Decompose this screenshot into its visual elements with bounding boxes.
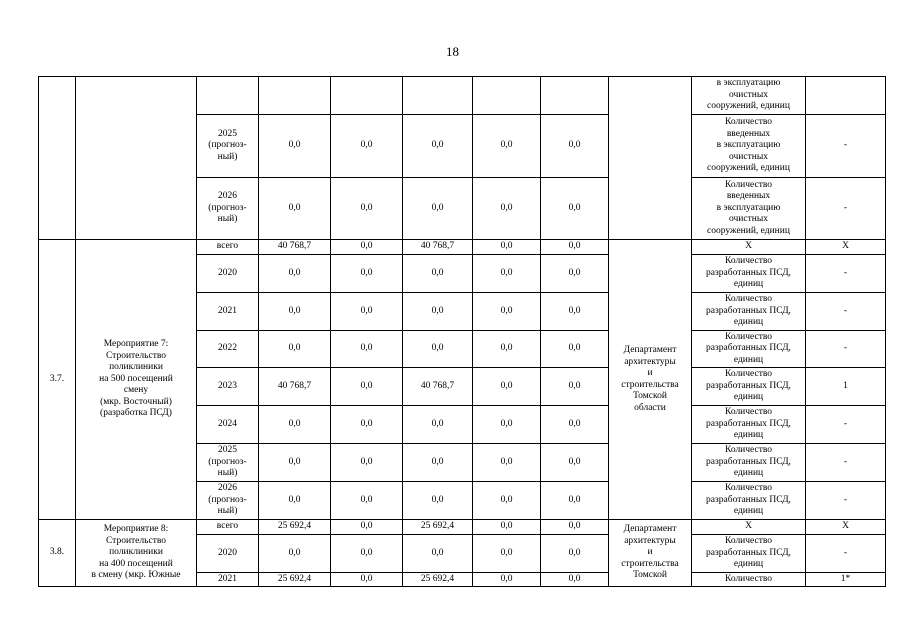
indicator-value-cell: - [806,535,886,573]
funding-cell: 0,0 [473,535,541,573]
indicator-cell: Количество введенных в эксплуатацию очистных сооружений, единиц [692,115,806,178]
funding-cell: 0,0 [473,406,541,444]
indicator-cell: Х [692,520,806,535]
funding-cell: 0,0 [473,293,541,331]
year-cell: 2023 [197,368,259,406]
funding-cell: 0,0 [541,482,609,520]
funding-cell: 0,0 [403,115,473,178]
total-cell: 0,0 [259,331,331,368]
year-cell: 2022 [197,331,259,368]
total-cell: 0,0 [259,293,331,331]
year-cell: 2024 [197,406,259,444]
indicator-cell: Х [692,240,806,255]
funding-cell: 0,0 [473,331,541,368]
indicator-cell: в эксплуатацию очистных сооружений, единиц [692,77,806,115]
funding-cell: 0,0 [473,573,541,587]
funding-cell: 0,0 [541,406,609,444]
executor-cell: Департамент архитектуры и строительства Томской области [609,240,692,520]
funding-cell: 0,0 [541,368,609,406]
total-cell: 0,0 [259,115,331,178]
funding-cell: 0,0 [541,178,609,240]
funding-cell: 0,0 [331,573,403,587]
funding-cell: 25 692,4 [403,520,473,535]
indicator-cell: Количество разработанных ПСД, единиц [692,368,806,406]
funding-cell: 0,0 [331,444,403,482]
indicator-value-cell: - [806,331,886,368]
funding-cell: 0,0 [403,406,473,444]
total-cell: 25 692,4 [259,520,331,535]
funding-cell: 0,0 [331,240,403,255]
indicator-value-cell: - [806,293,886,331]
indicator-value-cell: - [806,444,886,482]
year-cell: 2020 [197,535,259,573]
item-number-cell: 3.7. [39,240,76,520]
funding-cell: 0,0 [473,115,541,178]
funding-cell: 0,0 [331,115,403,178]
item-name-cell: Мероприятие 8: Строительство поликлиники на 400 посещений в смену (мкр. Южные [76,520,197,587]
indicator-cell: Количество разработанных ПСД, единиц [692,293,806,331]
total-cell: 40 768,7 [259,368,331,406]
funding-cell: 40 768,7 [403,240,473,255]
funding-cell: 0,0 [541,331,609,368]
funding-cell: 0,0 [473,520,541,535]
year-cell: всего [197,520,259,535]
year-cell: 2026 (прогноз- ный) [197,482,259,520]
indicator-cell: Количество [692,573,806,587]
item-number-cell [39,77,76,240]
table-row [39,520,886,535]
indicator-cell: Количество разработанных ПСД, единиц [692,331,806,368]
funding-cell: 0,0 [473,240,541,255]
funding-cell: 0,0 [473,178,541,240]
funding-cell: 0,0 [331,178,403,240]
item-name-cell: Мероприятие 7: Строительство поликлиники на 500 посещений смену (мкр. Восточный) (разработка ПСД) [76,240,197,520]
total-cell: 0,0 [259,406,331,444]
indicator-value-cell: 1 [806,368,886,406]
year-cell: всего [197,240,259,255]
total-cell: 0,0 [259,482,331,520]
funding-cell: 0,0 [403,482,473,520]
table-row [39,77,886,115]
funding-cell: 40 768,7 [403,368,473,406]
item-number-cell: 3.8. [39,520,76,587]
funding-cell: 0,0 [541,255,609,293]
indicator-cell: Количество разработанных ПСД, единиц [692,406,806,444]
indicator-value-cell: Х [806,520,886,535]
funding-cell: 0,0 [331,368,403,406]
funding-cell: 0,0 [331,482,403,520]
funding-cell: 0,0 [473,482,541,520]
indicator-value-cell: - [806,406,886,444]
executor-cell [609,77,692,240]
funding-cell: 0,0 [541,115,609,178]
total-cell: 0,0 [259,444,331,482]
total-cell: 0,0 [259,535,331,573]
indicator-cell: Количество разработанных ПСД, единиц [692,444,806,482]
funding-cell: 0,0 [403,331,473,368]
indicator-cell: Количество разработанных ПСД, единиц [692,482,806,520]
indicator-cell: Количество разработанных ПСД, единиц [692,535,806,573]
program-table [38,76,886,587]
funding-cell: 0,0 [541,573,609,587]
total-cell: 40 768,7 [259,240,331,255]
funding-cell: 0,0 [541,293,609,331]
total-cell: 0,0 [259,255,331,293]
executor-cell: Департамент архитектуры и строительства Томской [609,520,692,587]
indicator-value-cell: 1* [806,573,886,587]
indicator-value-cell: - [806,115,886,178]
funding-cell: 0,0 [473,444,541,482]
funding-cell: 0,0 [541,520,609,535]
funding-cell: 0,0 [541,444,609,482]
funding-cell: 0,0 [331,406,403,444]
funding-cell: 0,0 [403,535,473,573]
funding-cell: 0,0 [541,240,609,255]
funding-cell: 0,0 [331,255,403,293]
funding-cell: 0,0 [541,535,609,573]
year-cell: 2021 [197,573,259,587]
table-row [39,240,886,255]
item-name-cell [76,77,197,240]
funding-cell: 0,0 [403,444,473,482]
year-cell: 2025 (прогноз- ный) [197,444,259,482]
page-number: 18 [446,44,459,59]
funding-cell: 0,0 [473,368,541,406]
funding-cell: 0,0 [331,293,403,331]
funding-cell: 0,0 [403,293,473,331]
total-cell: 25 692,4 [259,573,331,587]
year-cell: 2020 [197,255,259,293]
funding-cell: 25 692,4 [403,573,473,587]
year-cell: 2021 [197,293,259,331]
year-cell: 2026 (прогноз- ный) [197,178,259,240]
indicator-value-cell: - [806,482,886,520]
total-cell: 0,0 [259,178,331,240]
indicator-cell: Количество введенных в эксплуатацию очистных сооружений, единиц [692,178,806,240]
indicator-value-cell: Х [806,240,886,255]
funding-cell: 0,0 [331,535,403,573]
indicator-value-cell: - [806,255,886,293]
funding-cell: 0,0 [331,520,403,535]
funding-cell: 0,0 [473,255,541,293]
funding-cell: 0,0 [331,331,403,368]
indicator-value-cell: - [806,178,886,240]
funding-cell: 0,0 [403,178,473,240]
indicator-cell: Количество разработанных ПСД, единиц [692,255,806,293]
funding-cell: 0,0 [403,255,473,293]
year-cell: 2025 (прогноз- ный) [197,115,259,178]
